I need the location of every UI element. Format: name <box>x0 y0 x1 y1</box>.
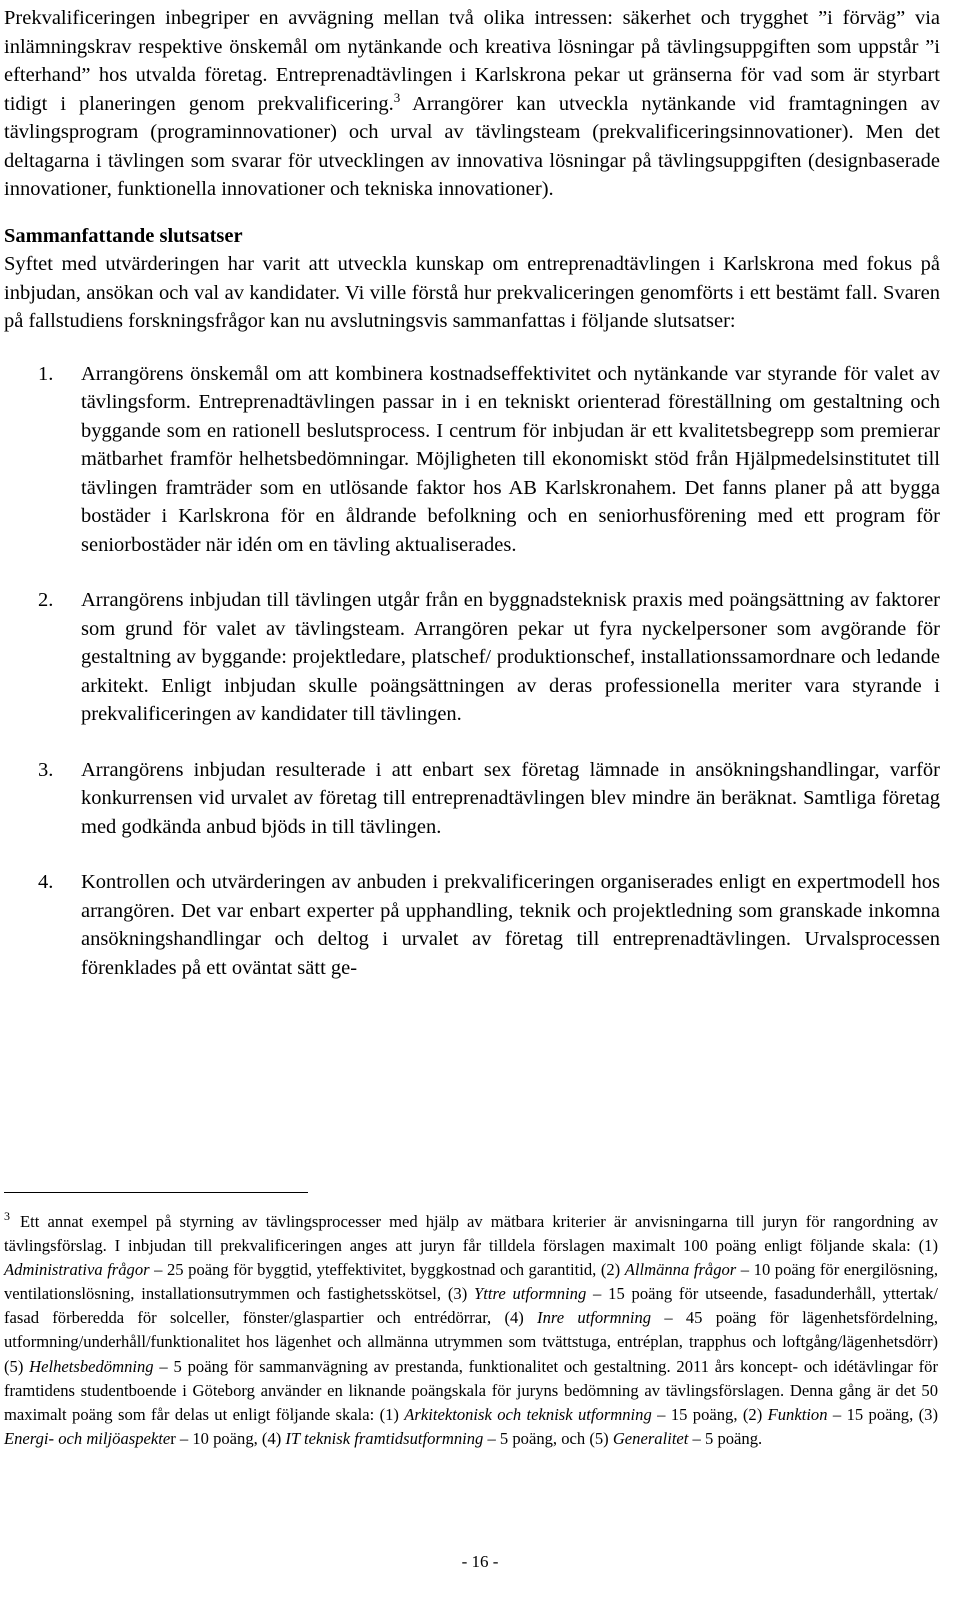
conclusions-list <box>4 360 940 983</box>
list-item <box>4 756 940 842</box>
document-page <box>4 4 940 982</box>
footnote-text: – 15 poäng för utseende, fasadunderhåll, yttertak/ fasad förberedda för solceller, fönster/glaspartier och entrédörrar, (4) <box>4 1284 938 1328</box>
page-number: - 16 - <box>461 1552 499 1571</box>
footnote-italic-term: Administrativa frågor <box>4 1260 150 1280</box>
footnote-italic-term: Helhetsbedömning <box>29 1356 154 1376</box>
footnote-text: – 5 poäng för sammanvägning av prestanda, funktionalitet och gestaltning. 2011 års koncept- och idétävlingar för framtidens studentboende i Göteborg använder en liknande poängskala för juryns bedömning av tävlingsförslagen. Denna gång är det 50 maximalt poäng som får delas ut enligt följande skala: (1) <box>4 1356 938 1424</box>
footnote-italic-term: Allmänna frågor <box>624 1260 737 1280</box>
summary-paragraph: Syftet med utvärderingen har varit att utveckla kunskap om entreprenadtävlingen i Karlskrona med fokus på inbjudan, ansökan och val av kandidater. Vi ville förstå hur prekvaliceringen genomförts i ett bestämt fall. Svaren på fallstudiens forskningsfrågor kan nu avslutningsvis sammanfattas i följande slutsatser: <box>4 253 940 332</box>
footnote-text: – 45 poäng för lägenhetsfördelning, utformning/underhåll/funktionalitet hos lägenhet och allmänna utrymmen som tvättstuga, entréplan, trapphus och loftgång/lägenhetsdörr) (5) <box>4 1308 939 1376</box>
footnote-text: – 25 poäng för byggtid, yteffektivitet, byggkostnad och garantitid, (2) <box>149 1260 625 1280</box>
section-heading: Sammanfattande slutsatser <box>4 224 243 247</box>
list-item-number: 1. <box>38 362 54 385</box>
footnote-text: r – 10 poäng, (4) <box>170 1428 286 1448</box>
footnote-italic-term: Inre utformning <box>537 1308 652 1328</box>
list-item <box>4 360 940 560</box>
list-item <box>4 586 940 729</box>
list-item-number: 4. <box>38 871 54 893</box>
footnote <box>4 1210 938 1451</box>
footnote-text: – 5 poäng. <box>688 1428 763 1448</box>
intro-text-part1: Prekvalificeringen inbegriper en avvägning mellan två olika intressen: säkerhet och trygghet ”i förväg” via inlämningskrav respektive önskemål om nytänkande och kreativa lösningar på tävlingsuppgiften som uppstår ”i efterhand” hos utvalda företag. Entreprenadtävlingen i Karlskrona pekar ut gränserna för vad som är styrbart tidigt i planeringen genom prekvalificering. <box>4 7 940 115</box>
footnote-text: – 5 poäng, och (5) <box>483 1428 613 1448</box>
footnote-text: – 15 poäng, (3) <box>827 1404 938 1424</box>
footnote-divider <box>4 1192 308 1193</box>
intro-text-part2: Arrangörer kan utveckla nytänkande vid framtagningen av tävlingsprogram (programinnovationer) och urval av tävlingsteam (prekvalificeringsinnovationer). Men det deltagarna i tävlingen som svarar för utvecklingen av innovativa lösningar på tävlingsuppgiften (designbaserade innovationer, funktionella innovationer och tekniska innovationer). <box>4 92 940 200</box>
footnote-text: – 10 poäng för energilösning, ventilationslösning, installationsutrymmen och fastighetsskötsel, (3) <box>4 1260 938 1304</box>
footnote-italic-term: Generalitet <box>612 1428 689 1448</box>
footnote-italic-term: Energi- och miljöaspekte <box>4 1428 171 1448</box>
footnote-number: 3 <box>4 1209 10 1224</box>
footnote-italic-term: Arkitektonisk och teknisk utformning <box>404 1404 652 1424</box>
list-item-text: Kontrollen och utvärderingen av anbuden i prekvalificeringen organiserades enligt en expertmodell hos arrangören. Det var enbart experter på upphandling, teknik och projektledning som granskade inkomna ansökningshandlingar och deltog i urvalet av företag till entreprenadtävlingen. Urvalsprocessen förenklades på ett oväntat sätt ge- <box>81 871 940 979</box>
list-item <box>4 868 940 982</box>
list-item-text: Arrangörens inbjudan resulterade i att enbart sex företag lämnade in ansökningshandlingar, varför konkurrensen vid urvalet av företag till entreprenadtävlingen blev mindre än beräknat. Samtliga företag med godkända anbud bjöds in till tävlingen. <box>81 758 940 838</box>
list-item-text: Arrangörens inbjudan till tävlingen utgår från en byggnadsteknisk praxis med poängsättning av faktorer som grund för valet av tävlingsteam. Arrangören pekar ut fyra nyckelpersoner som avgörande för gestaltning av byggande: projektledare, platschef/ produktionschef, installationssamordnare och ledande arkitekt. Enligt inbjudan skulle poängsättningen av deras professionella meriter vara styrande i prekvalificeringen av kandidater till tävlingen. <box>81 589 940 725</box>
footnote-italic-term: IT teknisk framtidsutformning <box>285 1428 484 1448</box>
intro-paragraph <box>4 4 940 204</box>
footnote-italic-term: Yttre utformning <box>474 1284 587 1304</box>
footnote-text: Ett annat exempel på styrning av tävlingsprocesser med hjälp av mätbara kriterier är anvisningarna till juryn för rangordning av tävlingsförslag. I inbjudan till prekvalificeringen anges att juryn får tilldela förslagen maximalt 100 poäng enligt följande skala: (1) <box>4 1212 938 1256</box>
list-item-number: 3. <box>38 758 54 781</box>
footnote-reference[interactable]: 3 <box>393 89 401 105</box>
list-item-text: Arrangörens önskemål om att kombinera kostnadseffektivitet och nytänkande var styrande för valet av tävlingsform. Entreprenadtävlingen passar in i en tekniskt orienterad föreställning om gestaltning och byggande som en rationell beslutsprocess. I centrum för inbjudan är ett kvalitetsbegrepp som premierar mätbarhet framför helhetsbedömningar. Möjligheten till ekonomiskt stöd från Hjälpmedelsinstitutet till tävlingen framträder som en utlösande faktor hos AB Karlskronahem. Det fanns planer på att bygga bostäder i Karlskrona för en åldrande befolkning och en seniorhusförening med ett program för seniorbostäder när idén om en tävling aktualiserades. <box>81 362 940 556</box>
footnote-text: – 15 poäng, (2) <box>651 1404 768 1424</box>
footnote-italic-term: Funktion <box>767 1404 828 1424</box>
list-item-number: 2. <box>38 589 54 611</box>
